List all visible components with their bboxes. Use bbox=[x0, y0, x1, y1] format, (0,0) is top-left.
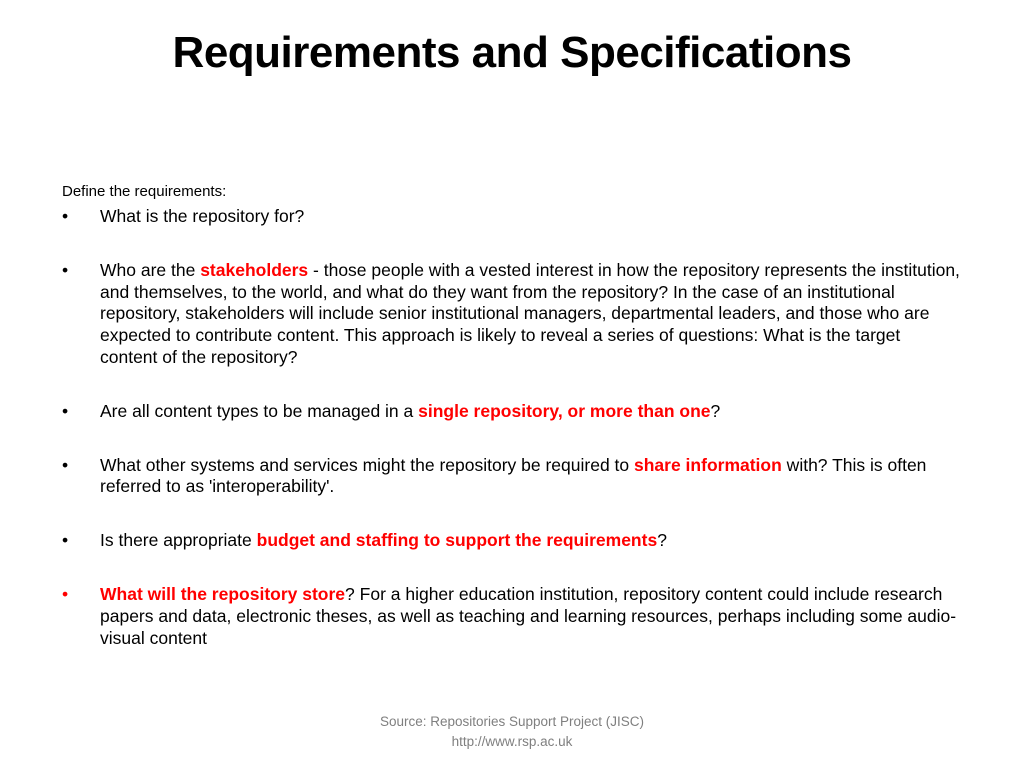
bullet-text: Is there appropriate bbox=[100, 530, 257, 551]
bullet-text: - those people with a vested interest in how the repository represents the institution, and themselves, to the world, and what do they want from the repository? In the case of an institutional repository, stakeholders will include senior institutional managers, departmental leaders, and those who are expected to contribute content. This approach is likely to reveal a series of questions: What is the target content of the repository? bbox=[100, 259, 960, 367]
bullet-text: ? bbox=[710, 400, 721, 421]
bullet-text: ? bbox=[657, 530, 667, 551]
bullet-text: Who are the bbox=[100, 259, 201, 280]
highlight-text: share information bbox=[634, 454, 782, 475]
bullet-marker: • bbox=[62, 454, 69, 475]
bullet-item bbox=[62, 530, 962, 552]
bullet-marker: • bbox=[62, 583, 69, 604]
bullet-marker: • bbox=[62, 400, 69, 421]
bullet-item bbox=[62, 260, 962, 369]
bullet-marker: • bbox=[62, 206, 69, 226]
highlight-text: single repository, or more than one bbox=[418, 400, 711, 421]
intro-text: Define the requirements: bbox=[62, 183, 227, 200]
bullet-item bbox=[62, 401, 962, 423]
bullet-text: with? This is often referred to as 'interoperability'. bbox=[100, 454, 927, 497]
bullet-list bbox=[62, 206, 962, 681]
bullet-text: What other systems and services might the repository be required to bbox=[100, 454, 634, 475]
source-line-1: Source: Repositories Support Project (JISC) bbox=[379, 714, 645, 729]
bullet-item bbox=[62, 584, 962, 649]
source-footer bbox=[0, 712, 1024, 752]
highlight-text: What will the repository store bbox=[100, 583, 346, 604]
bullet-item bbox=[62, 455, 962, 499]
bullet-marker: • bbox=[62, 259, 69, 280]
bullet-item bbox=[62, 206, 962, 228]
highlight-text: budget and staffing to support the requirements bbox=[256, 530, 658, 551]
bullet-text: What is the repository for? bbox=[100, 206, 305, 226]
bullet-text: ? For a higher education institution, repository content could include research papers and data, electronic theses, as well as teaching and learning resources, perhaps including some audio-visual content bbox=[100, 583, 957, 648]
highlight-text: stakeholders bbox=[200, 259, 309, 280]
slide-title: Requirements and Specifications bbox=[172, 28, 852, 77]
bullet-text: Are all content types to be managed in a bbox=[100, 400, 419, 421]
source-url: http://www.rsp.ac.uk bbox=[451, 734, 573, 749]
bullet-marker: • bbox=[62, 530, 69, 551]
